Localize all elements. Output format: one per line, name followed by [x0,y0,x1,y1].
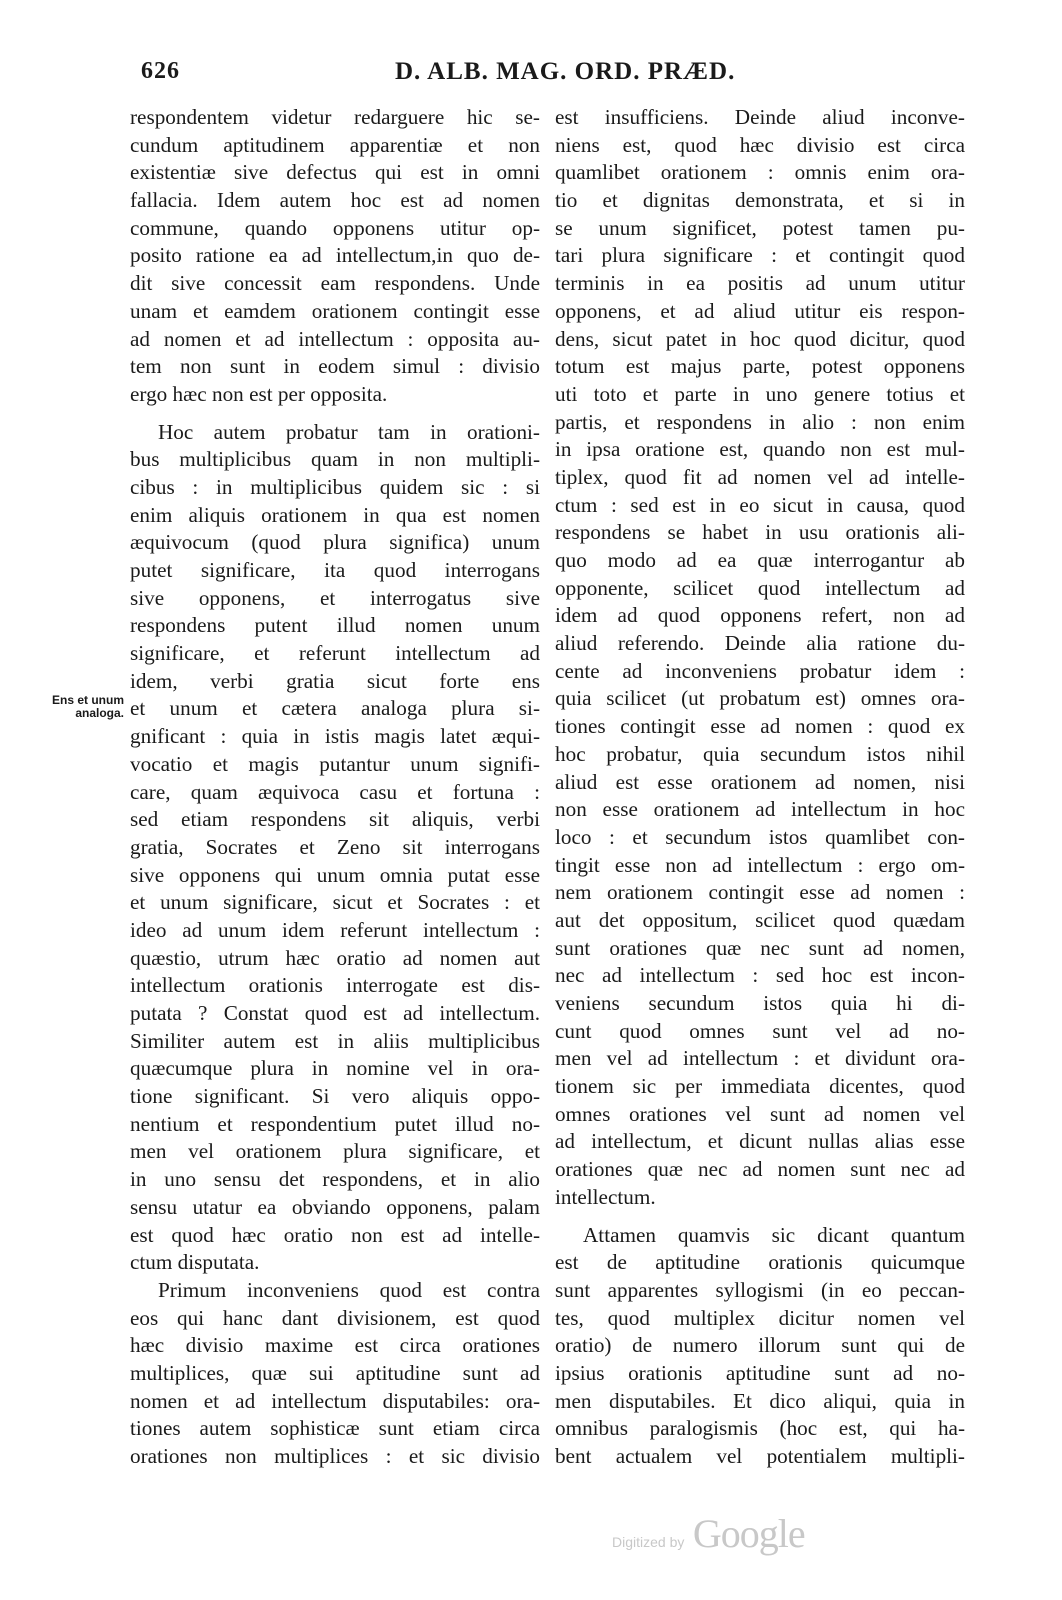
text-line: ctum disputata. [130,1250,260,1275]
text-line: tione significant. Si vero aliquis oppo- [130,1084,540,1109]
text-line: tari plura significare : et contingit quod [555,243,965,268]
text-line: sensu utatur ea obviando opponens, palam [130,1194,540,1219]
text-line: care, quam æquivoca casu et fortuna : [130,779,540,804]
text-line: eos qui hanc dant divisionem, est quod [130,1305,540,1330]
text-line: hæc divisio maxime est circa orationes [130,1333,540,1358]
text-line: enim aliquis orationem in qua est nomen [130,502,540,527]
text-line: men disputabiles. Et dico aliqui, quia in [555,1388,965,1413]
text-line: ad nomen et ad intellectum : opposita au- [130,326,540,351]
text-line: Hoc autem probatur tam in orationi- [158,419,540,444]
text-line: sive opponens qui unum omnia putat esse [130,862,540,887]
text-line: aliud est esse orationem ad nomen, nisi [555,769,965,794]
text-line: fallacia. Idem autem hoc est ad nomen [130,188,540,213]
text-line: est de aptitudine orationis quicumque [555,1250,965,1275]
text-line: respondentem videtur redarguere hic se- [130,105,540,129]
text-line: tes, quod multiplex dicitur nomen vel [555,1305,965,1330]
text-line: uti toto et parte in uno genere totius et [555,381,965,406]
text-line: significare, et referunt intellectum ad [130,641,540,666]
text-line: et unum significare, sicut et Socrates : et [130,890,540,915]
text-line: vocatio et magis putantur unum signifi- [130,751,540,776]
text-line: gratia, Socrates et Zeno sit interrogans [130,834,540,859]
text-line: est insufficiens. Deinde aliud inconve- [555,105,965,129]
text-line: ad intellectum, et dicunt nullas alias esse [555,1129,965,1154]
text-line: in ipsa oratione est, quando non est mul- [555,437,965,462]
margin-note-line: Ens et unum [51,693,124,707]
text-line: aut det oppositum, scilicet quod quædam [555,907,965,932]
margin-note-line: analoga. [75,706,124,720]
text-line: intellectum orationis interrogate est dis- [130,973,540,998]
right-text-column [555,104,965,1471]
text-line: ipsius orationis aptitudine sunt ad no- [555,1360,965,1385]
text-line: tingit esse non ad intellectum : ergo om- [555,852,965,877]
text-line: cunt quod omnes sunt vel ad no- [555,1018,965,1043]
text-line: in uno sensu det respondens, et in alio [130,1167,540,1192]
text-line: tem non sunt in eodem simul : divisio [130,354,540,379]
text-line: ideo ad unum idem referunt intellectum : [130,917,540,942]
running-header [0,58,1062,94]
text-line: idem ad quod opponens refert, non ad [555,603,965,628]
text-line: sed etiam respondens sit aliquis, verbi [130,807,540,832]
text-line: Similiter autem est in aliis multiplicibus [130,1028,540,1053]
text-line: est quod hæc oratio non est ad intelle- [130,1222,540,1247]
running-title: D. ALB. MAG. ORD. PRÆD. [395,58,736,85]
text-line: sunt apparentes syllogismi (in eo peccan- [555,1277,965,1302]
text-line: tiones contingit esse ad nomen : quod ex [555,714,965,739]
text-line: commune, quando opponens utitur op- [130,215,540,240]
text-line: multiplices, quæ sui aptitudine sunt ad [130,1360,540,1385]
text-line: tionem sic per immediata dicentes, quod [555,1074,965,1099]
text-line: hoc probatur, quia secundum istos nihil [555,741,965,766]
text-line: tiones autem sophisticæ sunt etiam circa [130,1416,540,1441]
text-line: ergo hæc non est per opposita. [130,381,388,406]
text-line: terminis in ea positis ad unum utitur [555,271,965,296]
text-line: posito ratione ea ad intellectum,in quo de- [130,243,540,268]
text-line: intellectum. [555,1184,656,1209]
text-line: gnificant : quia in istis magis latet æqui- [130,724,540,749]
text-line: quamlibet orationem : omnis enim ora- [555,160,965,185]
text-line: dit sive concessit eam respondens. Unde [130,271,540,296]
text-line: bus multiplicibus quam in non multipli- [130,447,540,472]
text-line: et unum et cætera analoga plura si- [130,696,540,721]
text-line: respondens putent illud nomen unum [130,613,540,638]
text-line: nec ad intellectum : sed hoc est incon- [555,963,965,988]
text-line: nentium et respondentium putet illud no- [130,1111,540,1136]
digitized-label: Digitized by [612,1534,685,1550]
text-line: idem, verbi gratia sicut forte ens [130,668,540,693]
text-line: Primum inconveniens quod est contra [158,1277,540,1302]
text-line: partis, et respondens in alio : non enim [555,409,965,434]
text-line: bent actualem vel potentialem multipli- [555,1444,965,1468]
text-line: cente ad inconveniens probatur idem : [555,658,965,683]
page-number: 626 [141,58,180,84]
text-line: sive opponens, et interrogatus sive [130,585,540,610]
text-line: tiplex, quod fit ad nomen vel ad intelle- [555,464,965,489]
text-line: nomen et ad intellectum disputabiles: ora- [130,1388,540,1413]
margin-note [44,694,124,720]
text-line: putet significare, ita quod interrogans [130,558,540,582]
text-line: Attamen quamvis sic dicant quantum [583,1222,965,1247]
text-line: orationes quæ nec ad nomen sunt nec ad [555,1157,965,1182]
text-line: loco : et secundum istos quamlibet con- [555,824,965,849]
text-line: quæcumque plura in nomine vel in ora- [130,1056,540,1081]
text-line: quæstio, utrum hæc oratio ad nomen aut [130,945,540,970]
text-line: aliud referendo. Deinde alia ratione du- [555,631,965,656]
digitized-watermark [612,1510,805,1557]
text-line: existentiæ sive defectus qui est in omni [130,160,540,185]
text-line: orationes non multiplices : et sic divisio [130,1444,540,1468]
text-line: oratio) de numero illorum sunt qui de [555,1333,965,1358]
text-line: non esse orationem ad intellectum in hoc [555,797,965,822]
text-line: cundum aptitudinem apparentiæ et non [130,132,540,157]
text-line: veniens secundum istos quia hi di- [555,991,965,1015]
google-logo: Google [692,1511,805,1556]
text-line: dens, sicut patet in hoc quod dicitur, quod [555,326,965,351]
text-line: niens est, quod hæc divisio est circa [555,132,965,157]
text-line: se unum significet, potest tamen pu- [555,215,965,240]
text-line: cibus : in multiplicibus quidem sic : si [130,474,540,499]
text-line: omnes orationes vel sunt ad nomen vel [555,1101,965,1126]
text-line: tio et dignitas demonstrata, et si in [555,188,965,213]
text-line: opponente, scilicet quod intellectum ad [555,575,965,600]
text-line: quo modo ad ea quæ interrogantur ab [555,548,965,572]
paragraph-gap [555,1212,965,1222]
text-line: nem orationem contingit esse ad nomen : [555,880,965,905]
text-line: respondens se habet in usu orationis ali- [555,520,965,545]
text-line: men vel orationem plura significare, et [130,1139,540,1164]
text-line: totum est majus parte, potest opponens [555,354,965,379]
text-line: opponens, et ad aliud utitur eis respon- [555,298,965,323]
text-line: ctum : sed est in eo sicut in causa, quod [555,492,965,517]
text-line: men vel ad intellectum : et dividunt ora- [555,1046,965,1071]
text-line: æquivocum (quod plura significa) unum [130,530,540,555]
text-line: unam et eamdem orationem contingit esse [130,298,540,323]
text-line: sunt orationes quæ nec sunt ad nomen, [555,935,965,960]
text-line: putata ? Constat quod est ad intellectum. [130,1001,540,1025]
text-line: omnibus paralogismis (hoc est, qui ha- [555,1416,965,1441]
left-text-column [130,104,540,1471]
text-line: quia scilicet (ut probatum est) omnes ora- [555,686,965,711]
paragraph-gap [130,409,540,419]
